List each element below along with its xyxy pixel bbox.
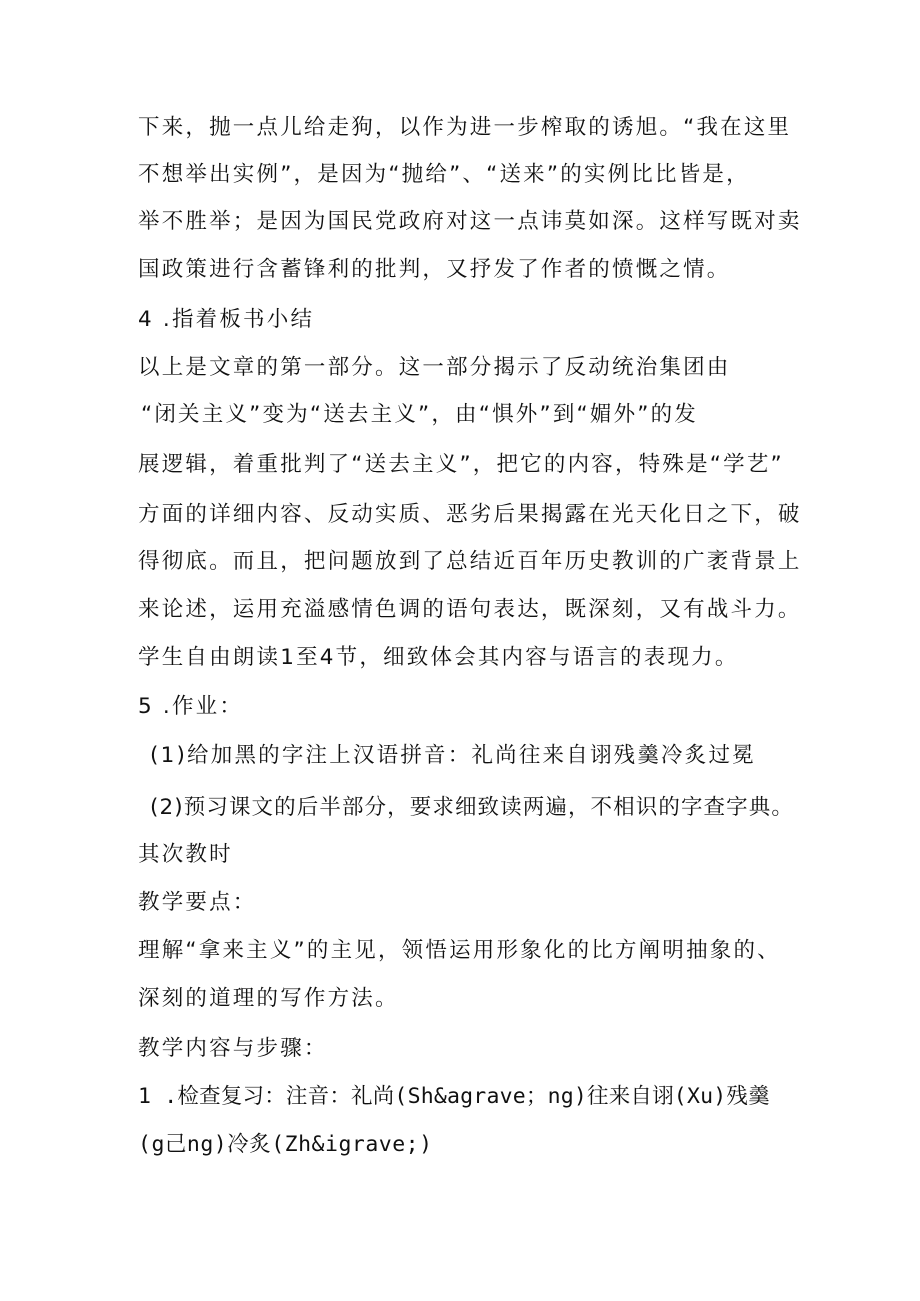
paragraph-line: 得彻底。而且，把问题放到了总结近百年历史教训的广袤背景上 [138, 549, 802, 574]
paragraph-line: 理解“拿来主义”的主见，领悟运用形象化的比方阐明抽象的、 [138, 938, 781, 963]
paragraph-line: 举不胜举；是因为国民党政府对这一点讳莫如深。这样写既对卖 [138, 209, 802, 234]
step-1-line: 1 .检查复习：注音：礼尚(Sh&agrave；ng)往来自诩(Xu)残羹 [138, 1084, 770, 1109]
paragraph-line: 深刻的道理的写作方法。 [138, 986, 399, 1011]
paragraph-line: 展逻辑，着重批判了“送去主义”，把它的内容，特殊是“学艺” [138, 452, 784, 477]
step-1-line: (g己ng)冷炙(Zh&igrave;) [138, 1132, 433, 1157]
paragraph-line: 学生自由朗读1至4节，细致体会其内容与语言的表现力。 [138, 645, 739, 670]
second-lesson-heading: 其次教时 [138, 842, 233, 867]
paragraph-line: 不想举出实例”，是因为“抛给”、“送来”的实例比比皆是， [138, 162, 750, 187]
paragraph-line: 国政策进行含蓄锋利的批判，又抒发了作者的愤慨之情。 [138, 257, 731, 282]
paragraph-line: 来论述，运用充溢感情色调的语句表达，既深刻，又有战斗力。 [138, 597, 802, 622]
teaching-points-heading: 教学要点： [138, 890, 257, 915]
step-4-heading: 4 .指着板书小结 [138, 307, 315, 332]
paragraph-line: 以上是文章的第一部分。这一部分揭示了反动统治集团由 [138, 355, 731, 380]
homework-item-1: (1)给加黑的字注上汉语拼音：礼尚往来自诩残羹冷炙过冕 [150, 743, 756, 768]
paragraph-line: 方面的详细内容、反动实质、恶劣后果揭露在光天化日之下，破 [138, 502, 802, 527]
content-steps-heading: 教学内容与步骤： [138, 1036, 328, 1061]
homework-item-2: (2)预习课文的后半部分，要求细致读两遍，不相识的字查字典。 [150, 795, 794, 820]
paragraph-line: 下来，抛一点儿给走狗，以作为进一步榨取的诱旭。“我在这里 [138, 115, 792, 140]
step-5-heading: 5 .作业： [138, 694, 244, 719]
paragraph-line: “闭关主义”变为“送去主义”，由“惧外”到“媚外”的发 [141, 402, 699, 427]
